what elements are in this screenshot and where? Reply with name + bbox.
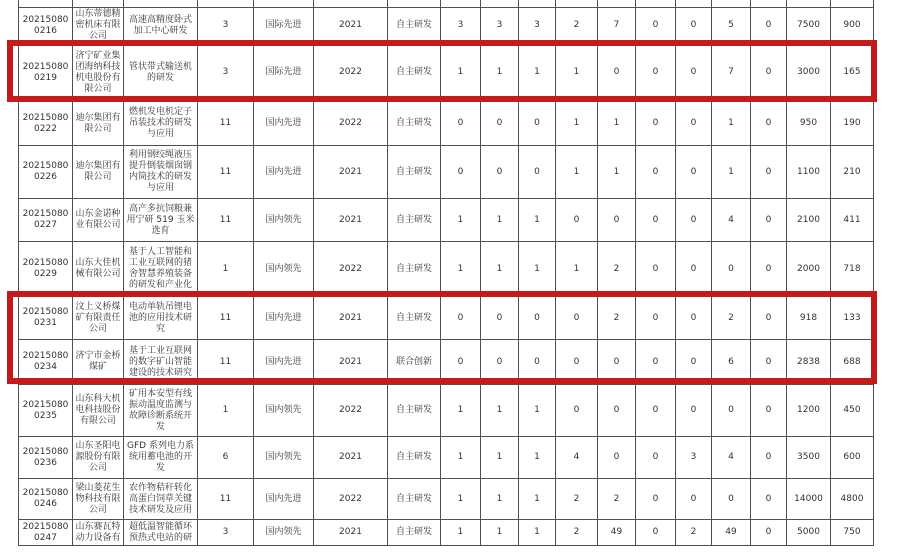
cell-num-1: 1 [441, 385, 481, 437]
cell-project-title: 燃机发电机定子吊装技术的研发与应用 [124, 102, 198, 146]
projects-table [18, 0, 874, 546]
clipped-cell-project-id [19, 0, 73, 8]
cell-num-5: 2 [598, 242, 636, 297]
cell-num-2: 0 [481, 340, 519, 385]
cell-appraisal-level: 国际先进 [254, 8, 314, 44]
clipped-cell-num-3 [519, 0, 556, 8]
cell-num-2: 0 [481, 102, 519, 146]
cell-num-4: 2 [556, 479, 598, 520]
cell-num-2: 1 [481, 242, 519, 297]
cell-year: 2021 [314, 340, 388, 385]
cell-amount-b: 750 [831, 520, 874, 546]
cell-company: 济宁矿业集团海纳科技机电股份有限公司 [73, 44, 124, 102]
cell-year: 2021 [314, 297, 388, 340]
cell-year: 2021 [314, 146, 388, 199]
cell-rd-mode: 自主研发 [388, 297, 441, 340]
cell-num-4: 4 [556, 437, 598, 479]
cell-rd-mode: 自主研发 [388, 479, 441, 520]
cell-amount-a: 2000 [787, 242, 831, 297]
cell-num-9: 0 [751, 199, 787, 242]
cell-num-9: 0 [751, 44, 787, 102]
cell-num-5: 0 [598, 44, 636, 102]
clipped-cell-num-9 [751, 0, 787, 8]
cell-num-6: 0 [636, 44, 676, 102]
cell-project-title: 基于人工智能和工业互联网的猪舍智慧养殖装备的研发和产业化 [124, 242, 198, 297]
cell-amount-a: 1200 [787, 385, 831, 437]
cell-num-3: 0 [519, 146, 556, 199]
cell-num-8: 7 [712, 44, 751, 102]
cell-num-5: 7 [598, 8, 636, 44]
cell-amount-a: 2838 [787, 340, 831, 385]
cell-amount-b: 600 [831, 437, 874, 479]
cell-num-6: 0 [636, 520, 676, 546]
cell-num-7: 0 [676, 8, 712, 44]
cell-num-7: 0 [676, 242, 712, 297]
cell-num-9: 0 [751, 340, 787, 385]
table-row-highlighted [19, 340, 874, 385]
cell-num-5: 0 [598, 199, 636, 242]
cell-num-5: 1 [598, 102, 636, 146]
cell-count: 11 [198, 340, 254, 385]
cell-num-8: 5 [712, 8, 751, 44]
cell-num-3: 1 [519, 385, 556, 437]
cell-appraisal-level: 国内领先 [254, 385, 314, 437]
cell-num-2: 1 [481, 385, 519, 437]
cell-amount-a: 7500 [787, 8, 831, 44]
cell-count: 11 [198, 297, 254, 340]
table-row [19, 102, 874, 146]
cell-company: 山东金诺种业有限公司 [73, 199, 124, 242]
cell-num-6: 0 [636, 199, 676, 242]
clipped-row [19, 0, 874, 8]
cell-num-3: 1 [519, 199, 556, 242]
cell-amount-a: 1100 [787, 146, 831, 199]
clipped-cell-amount-a [787, 0, 831, 8]
cell-num-7: 0 [676, 44, 712, 102]
cell-company: 山东蒂德精密机床有限公司 [73, 8, 124, 44]
cell-num-2: 1 [481, 479, 519, 520]
cell-num-1: 1 [441, 44, 481, 102]
cell-amount-a: 918 [787, 297, 831, 340]
cell-num-3: 3 [519, 8, 556, 44]
cell-company: 汶上义桥煤矿有限责任公司 [73, 297, 124, 340]
clipped-cell-year [314, 0, 388, 8]
cell-num-9: 0 [751, 242, 787, 297]
cell-year: 2022 [314, 479, 388, 520]
table-row-highlighted [19, 297, 874, 340]
cell-num-6: 0 [636, 242, 676, 297]
cell-num-7: 3 [676, 437, 712, 479]
clipped-cell-num-8 [712, 0, 751, 8]
cell-count: 3 [198, 44, 254, 102]
cell-num-2: 1 [481, 199, 519, 242]
cell-num-3: 1 [519, 520, 556, 546]
table-row [19, 437, 874, 479]
cell-num-7: 0 [676, 385, 712, 437]
cell-count: 11 [198, 479, 254, 520]
cell-num-1: 0 [441, 146, 481, 199]
cell-appraisal-level: 国内先进 [254, 146, 314, 199]
clipped-cell-num-2 [481, 0, 519, 8]
table-row [19, 146, 874, 199]
cell-project-id: 202150800236 [19, 437, 73, 479]
cell-num-2: 3 [481, 8, 519, 44]
cell-num-4: 2 [556, 8, 598, 44]
cell-num-4: 1 [556, 44, 598, 102]
cell-project-id: 202150800222 [19, 102, 73, 146]
cell-num-8: 1 [712, 146, 751, 199]
table-row [19, 8, 874, 44]
cell-num-8: 0 [712, 479, 751, 520]
cell-project-id: 202150800219 [19, 44, 73, 102]
cell-num-9: 0 [751, 520, 787, 546]
cell-count: 11 [198, 146, 254, 199]
cell-project-id: 202150800247 [19, 520, 73, 546]
cell-num-8: 4 [712, 437, 751, 479]
cell-num-4: 1 [556, 102, 598, 146]
cell-rd-mode: 自主研发 [388, 199, 441, 242]
cell-appraisal-level: 国内领先 [254, 199, 314, 242]
table-row [19, 520, 874, 546]
cell-project-id: 202150800231 [19, 297, 73, 340]
cell-num-1: 1 [441, 479, 481, 520]
cell-num-6: 0 [636, 479, 676, 520]
cell-num-6: 0 [636, 297, 676, 340]
cell-project-id: 202150800234 [19, 340, 73, 385]
cell-company: 山东大佳机械有限公司 [73, 242, 124, 297]
cell-company: 山东圣阳电源股份有限公司 [73, 437, 124, 479]
cell-company: 迪尔集团有限公司 [73, 102, 124, 146]
cell-num-1: 1 [441, 242, 481, 297]
cell-num-9: 0 [751, 437, 787, 479]
cell-num-9: 0 [751, 102, 787, 146]
cell-num-9: 0 [751, 479, 787, 520]
cell-count: 11 [198, 199, 254, 242]
cell-company: 梁山菱花生物科技有限公司 [73, 479, 124, 520]
cell-count: 3 [198, 520, 254, 546]
cell-amount-a: 3500 [787, 437, 831, 479]
cell-rd-mode: 自主研发 [388, 520, 441, 546]
cell-year: 2022 [314, 242, 388, 297]
cell-num-1: 1 [441, 199, 481, 242]
cell-appraisal-level: 国内先进 [254, 479, 314, 520]
cell-num-4: 0 [556, 297, 598, 340]
cell-appraisal-level: 国内先进 [254, 102, 314, 146]
clipped-cell-project-title [124, 0, 198, 8]
table-row-highlighted [19, 44, 874, 102]
cell-company: 迪尔集团有限公司 [73, 146, 124, 199]
cell-num-4: 0 [556, 199, 598, 242]
cell-year: 2021 [314, 520, 388, 546]
cell-project-title: 高产多抗饲粮兼用宁研 519 玉米选育 [124, 199, 198, 242]
cell-num-5: 0 [598, 437, 636, 479]
cell-num-7: 0 [676, 199, 712, 242]
cell-num-5: 49 [598, 520, 636, 546]
cell-amount-b: 450 [831, 385, 874, 437]
cell-count: 6 [198, 437, 254, 479]
cell-amount-a: 2100 [787, 199, 831, 242]
cell-num-3: 1 [519, 479, 556, 520]
cell-num-8: 4 [712, 199, 751, 242]
cell-project-id: 202150800226 [19, 146, 73, 199]
cell-num-1: 0 [441, 102, 481, 146]
cell-num-2: 1 [481, 44, 519, 102]
cell-rd-mode: 自主研发 [388, 44, 441, 102]
cell-num-4: 1 [556, 146, 598, 199]
cell-appraisal-level: 国际先进 [254, 44, 314, 102]
cell-num-5: 0 [598, 340, 636, 385]
cell-project-id: 202150800246 [19, 479, 73, 520]
cell-num-7: 0 [676, 102, 712, 146]
cell-num-7: 0 [676, 340, 712, 385]
cell-project-title: GFD 系列电力系统用蓄电池的开发 [124, 437, 198, 479]
cell-year: 2022 [314, 102, 388, 146]
cell-num-9: 0 [751, 385, 787, 437]
cell-rd-mode: 自主研发 [388, 146, 441, 199]
cell-appraisal-level: 国内领先 [254, 242, 314, 297]
cell-amount-b: 165 [831, 44, 874, 102]
cell-amount-b: 4800 [831, 479, 874, 520]
table-row [19, 479, 874, 520]
cell-rd-mode: 联合创新 [388, 340, 441, 385]
table-row [19, 199, 874, 242]
cell-num-7: 2 [676, 520, 712, 546]
cell-num-2: 0 [481, 297, 519, 340]
clipped-cell-count [198, 0, 254, 8]
cell-num-6: 0 [636, 385, 676, 437]
cell-num-7: 0 [676, 297, 712, 340]
cell-amount-b: 900 [831, 8, 874, 44]
cell-count: 3 [198, 8, 254, 44]
cell-num-9: 0 [751, 146, 787, 199]
cell-num-5: 1 [598, 146, 636, 199]
cell-num-1: 0 [441, 297, 481, 340]
cell-num-6: 0 [636, 146, 676, 199]
cell-num-3: 0 [519, 340, 556, 385]
cell-num-1: 0 [441, 340, 481, 385]
cell-amount-b: 411 [831, 199, 874, 242]
cell-project-title: 电动单轨吊锂电池的应用技术研究 [124, 297, 198, 340]
cell-year: 2022 [314, 44, 388, 102]
cell-num-2: 0 [481, 146, 519, 199]
cell-amount-b: 210 [831, 146, 874, 199]
cell-year: 2021 [314, 437, 388, 479]
cell-amount-b: 133 [831, 297, 874, 340]
cell-num-5: 0 [598, 385, 636, 437]
cell-project-id: 202150800227 [19, 199, 73, 242]
cell-num-7: 0 [676, 146, 712, 199]
cell-num-7: 0 [676, 479, 712, 520]
cell-num-5: 2 [598, 297, 636, 340]
cell-rd-mode: 自主研发 [388, 437, 441, 479]
cell-num-5: 2 [598, 479, 636, 520]
cell-num-4: 0 [556, 385, 598, 437]
cell-amount-a: 3000 [787, 44, 831, 102]
cell-rd-mode: 自主研发 [388, 8, 441, 44]
cell-project-id: 202150800216 [19, 8, 73, 44]
cell-num-6: 0 [636, 8, 676, 44]
cell-num-3: 0 [519, 102, 556, 146]
clipped-cell-num-7 [676, 0, 712, 8]
cell-num-6: 0 [636, 340, 676, 385]
cell-num-8: 1 [712, 102, 751, 146]
cell-num-8: 6 [712, 340, 751, 385]
table-row [19, 242, 874, 297]
clipped-cell-amount-b [831, 0, 874, 8]
cell-num-3: 0 [519, 297, 556, 340]
cell-rd-mode: 自主研发 [388, 385, 441, 437]
cell-num-6: 0 [636, 102, 676, 146]
clipped-cell-num-4 [556, 0, 598, 8]
cell-amount-a: 950 [787, 102, 831, 146]
cell-company: 山东赛瓦特动力设备有 [73, 520, 124, 546]
clipped-cell-num-1 [441, 0, 481, 8]
cell-num-3: 1 [519, 437, 556, 479]
cell-num-8: 0 [712, 242, 751, 297]
cell-project-title: 基于工业互联网的数字矿山智能建设的技术研究 [124, 340, 198, 385]
cell-num-8: 2 [712, 297, 751, 340]
clipped-cell-num-5 [598, 0, 636, 8]
cell-year: 2022 [314, 385, 388, 437]
cell-company: 济宁市金桥煤矿 [73, 340, 124, 385]
cell-appraisal-level: 国内先进 [254, 340, 314, 385]
cell-project-title: 农作物秸秆转化高蛋白饲草关键技术研发及应用 [124, 479, 198, 520]
cell-amount-b: 190 [831, 102, 874, 146]
cell-amount-b: 718 [831, 242, 874, 297]
cell-year: 2021 [314, 8, 388, 44]
cell-amount-a: 5000 [787, 520, 831, 546]
cell-num-8: 0 [712, 385, 751, 437]
cell-appraisal-level: 国内领先 [254, 520, 314, 546]
cell-project-title: 管状带式输送机的研发 [124, 44, 198, 102]
cell-project-title: 超低温智能循环预热式电站的研 [124, 520, 198, 546]
table-row [19, 385, 874, 437]
cell-count: 11 [198, 102, 254, 146]
cell-num-2: 1 [481, 520, 519, 546]
clipped-cell-company [73, 0, 124, 8]
cell-num-1: 1 [441, 437, 481, 479]
cell-num-3: 1 [519, 44, 556, 102]
clipped-cell-num-6 [636, 0, 676, 8]
cell-year: 2021 [314, 199, 388, 242]
cell-project-title: 矿用本安型有线振动温度监测与故障诊断系统开发 [124, 385, 198, 437]
cell-count: 1 [198, 385, 254, 437]
cell-num-6: 0 [636, 437, 676, 479]
cell-num-3: 1 [519, 242, 556, 297]
clipped-cell-rd-mode [388, 0, 441, 8]
cell-num-1: 3 [441, 8, 481, 44]
cell-rd-mode: 自主研发 [388, 102, 441, 146]
cell-appraisal-level: 国内先进 [254, 297, 314, 340]
cell-amount-b: 688 [831, 340, 874, 385]
cell-num-9: 0 [751, 8, 787, 44]
cell-num-4: 1 [556, 242, 598, 297]
cell-project-title: 利用钢绞绳液压提升倒装烟囱钢内筒技术的研发与应用 [124, 146, 198, 199]
cell-num-4: 0 [556, 340, 598, 385]
cell-num-1: 1 [441, 520, 481, 546]
cell-company: 山东科大机电科技股份有限公司 [73, 385, 124, 437]
cell-project-title: 高速高精度卧式加工中心研发 [124, 8, 198, 44]
cell-amount-a: 14000 [787, 479, 831, 520]
cell-num-4: 2 [556, 520, 598, 546]
cell-appraisal-level: 国内领先 [254, 437, 314, 479]
cell-project-id: 202150800235 [19, 385, 73, 437]
cell-num-9: 0 [751, 297, 787, 340]
cell-project-id: 202150800229 [19, 242, 73, 297]
cell-count: 1 [198, 242, 254, 297]
cell-num-2: 1 [481, 437, 519, 479]
clipped-cell-appraisal-level [254, 0, 314, 8]
cell-num-8: 49 [712, 520, 751, 546]
cell-rd-mode: 自主研发 [388, 242, 441, 297]
